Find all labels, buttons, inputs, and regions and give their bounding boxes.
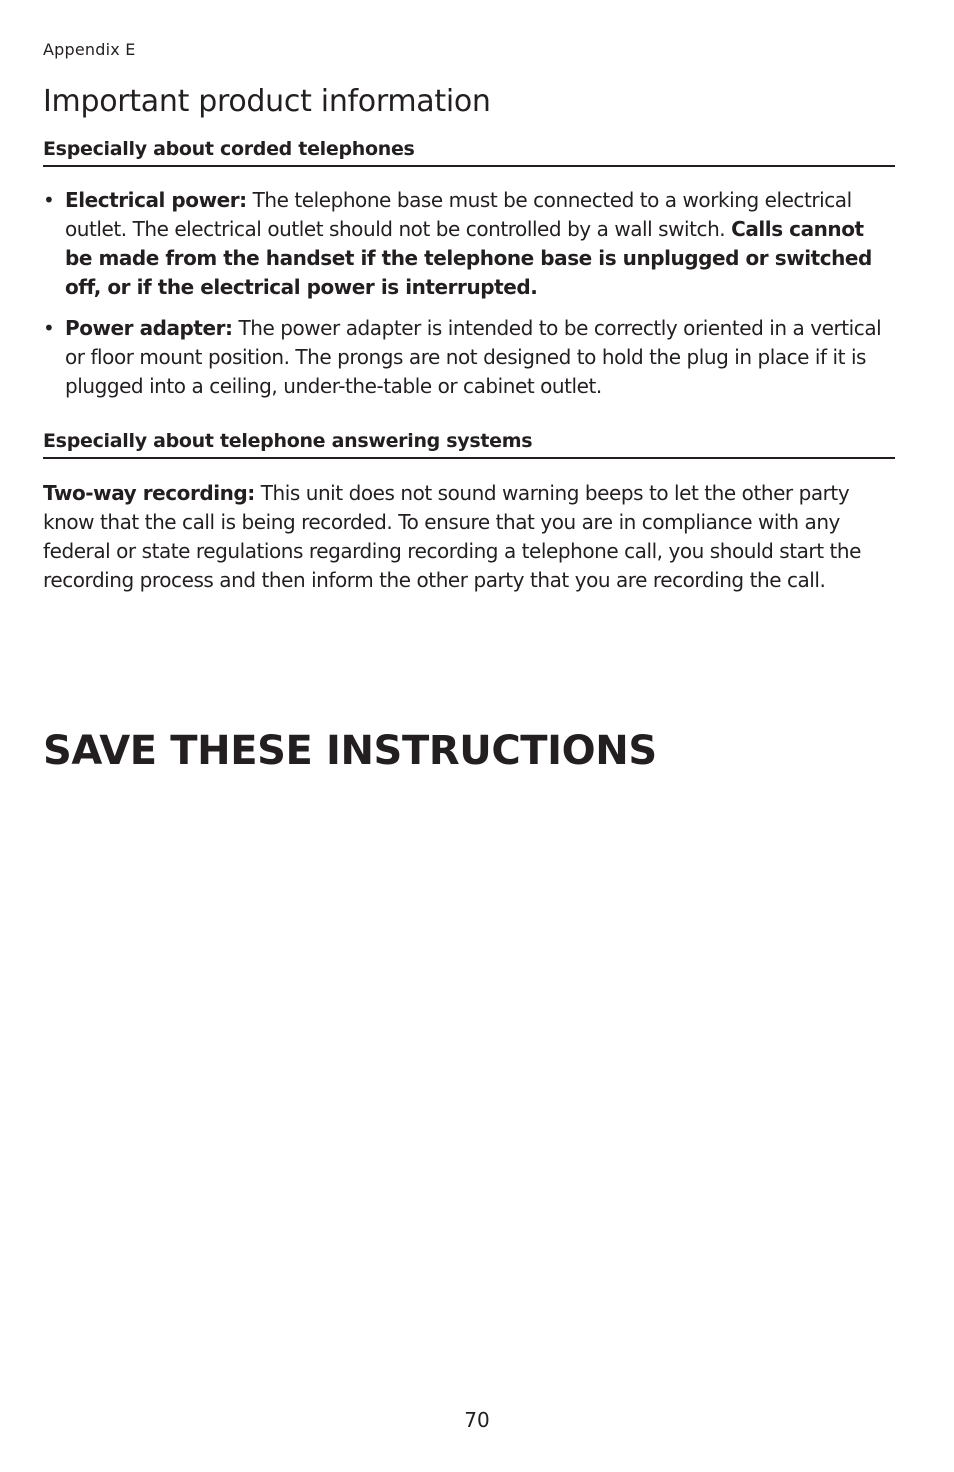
- bullet-label-electrical-power: Electrical power:: [65, 188, 247, 212]
- bullet-list-power-adapter: [43, 314, 895, 401]
- bullet-icon: •: [43, 316, 55, 340]
- running-head: Appendix E: [43, 40, 136, 59]
- paragraph-two-way-recording: [43, 479, 895, 595]
- bullet-item-electrical-power: [43, 186, 895, 302]
- bullet-list-electrical-power: [43, 186, 895, 302]
- section-heading-answering-systems: Especially about telephone answering systems: [43, 430, 895, 459]
- paragraph-label-two-way-recording: Two-way recording:: [43, 481, 255, 505]
- bullet-text-power-adapter: The power adapter is intended to be correctly oriented in a vertical or floor mount position. The prongs are not designed to hold the plug in place if it is plugged into a ceiling, under-the-table or cabinet outlet.: [65, 316, 882, 398]
- section-heading-corded-telephones: Especially about corded telephones: [43, 138, 895, 167]
- paragraph-text-two-way-recording: This unit does not sound warning beeps to let the other party know that the call is being recorded. To ensure that you are in compliance with any federal or state regulations regarding recording a telephone call, you should start the recording process and then inform the other party that you are recording the call.: [43, 481, 861, 592]
- bullet-item-power-adapter: [43, 314, 895, 401]
- bullet-text-electrical-power: The telephone base must be connected to a working electrical outlet. The electrical outlet should not be controlled by a wall switch.: [65, 188, 852, 241]
- bullet-label-power-adapter: Power adapter:: [65, 316, 233, 340]
- page-title: Important product information: [43, 84, 491, 119]
- bullet-icon: •: [43, 188, 55, 212]
- save-instructions-heading: SAVE THESE INSTRUCTIONS: [43, 728, 657, 774]
- bullet-bold-warning: Calls cannot be made from the handset if the telephone base is unplugged or switched off, or if the electrical power is interrupted.: [65, 217, 872, 299]
- page-number: 70: [464, 1408, 490, 1432]
